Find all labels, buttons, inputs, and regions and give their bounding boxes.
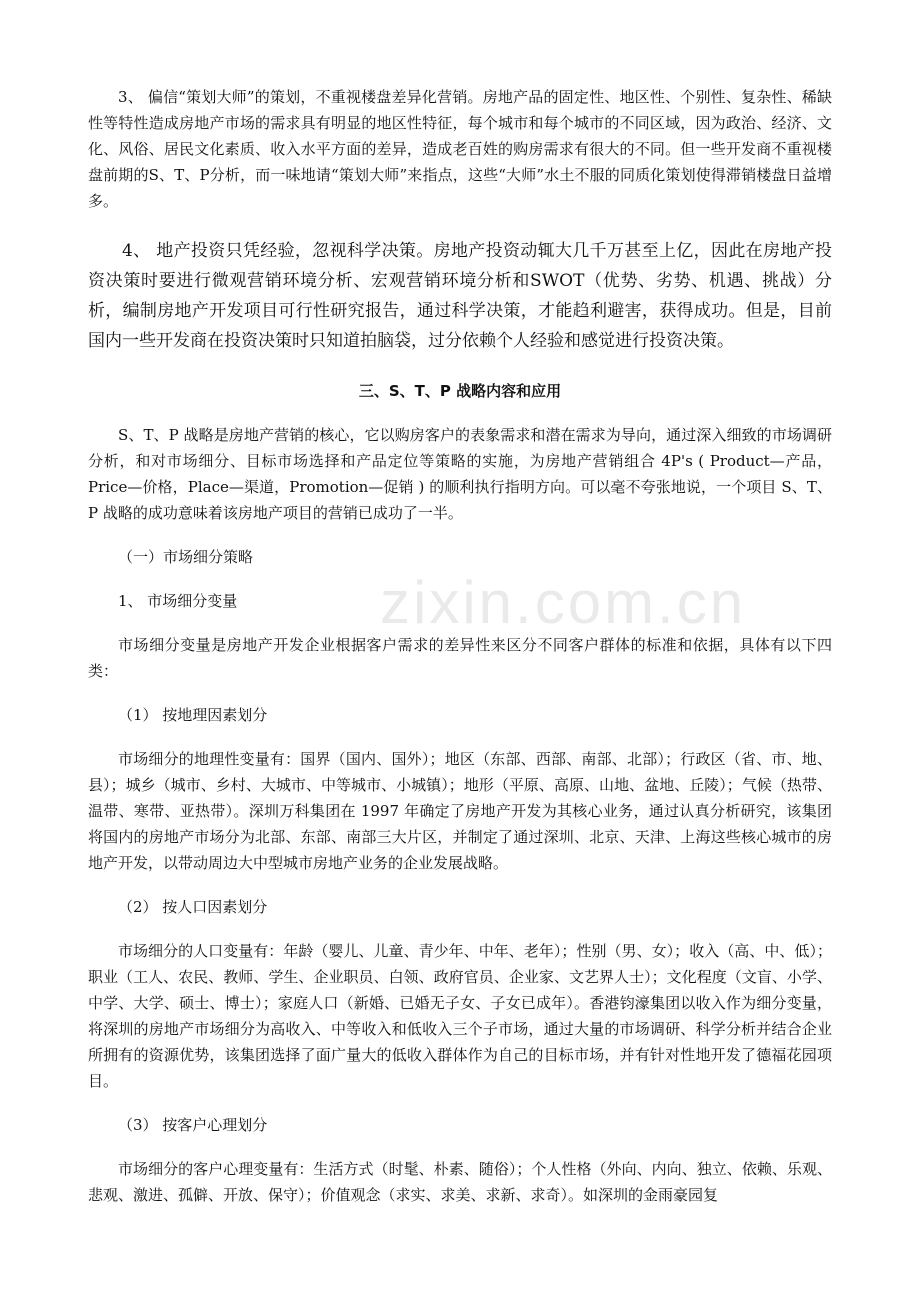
watermark: zixin.com.cn [380, 569, 747, 636]
geo-heading: （1） 按地理因素划分 [118, 706, 268, 724]
geo-paragraph: 市场细分的地理性变量有：国界（国内、国外）；地区（东部、西部、南部、北部）；行政区（省、市、地、县）；城乡（城市、乡村、大城市、中等城市、小城镇）；地形（平原、高原、山地、盆地、丘陵）；气候（热带、温带、寒带、亚热带）。深圳万科集团在 1997 年确定了房地产开发为其核心业务，通过认真分析研究，该集团将国内的房地产市场分为北部、东部、南部三大片区，并制定了通过深圳、北京、天津、上海这些核心城市的房地产开发，以带动周边大中型城市房地产业务的企业发展战略。 [88, 750, 832, 872]
stp-intro-paragraph: S、T、P 战略是房地产营销的核心，它以购房客户的表象需求和潜在需求为导向，通过深入细致的市场调研分析，和对市场细分、目标市场选择和产品定位等策略的实施，为房地产营销组合 4P's ( Product—产品，Price—价格，Place—渠道，Promotion—促销 ) 的顺利执行指明方向。可以毫不夸张地说，一个项目 S、T、P 战略的成功意味着该房地产项目的营销已成功了一半。 [88, 426, 832, 522]
document-page [88, 84, 832, 1208]
psychology-paragraph: 市场细分的客户心理变量有：生活方式（时髦、朴素、随俗）；个人性格（外向、内向、独立、依赖、乐观、悲观、激进、孤僻、开放、保守）；价值观念（求实、求美、求新、求奇）。如深圳的金雨豪园复 [88, 1160, 832, 1204]
population-paragraph: 市场细分的人口变量有：年龄（婴儿、儿童、青少年、中年、老年）；性别（男、女）；收入（高、中、低）；职业（工人、农民、教师、学生、企业职员、白领、政府官员、企业家、文艺界人士）；文化程度（文盲、小学、中学、大学、硕士、博士）；家庭人口（新婚、已婚无子女、子女已成年）。香港钧濠集团以收入作为细分变量，将深圳的房地产市场细分为高收入、中等收入和低收入三个子市场，通过大量的市场调研、科学分析并结合企业所拥有的资源优势，该集团选择了面广量大的低收入群体作为自己的目标市场，并有针对性地开发了德福花园项目。 [88, 942, 832, 1090]
section-heading: 三、S、T、P 战略内容和应用 [358, 382, 562, 400]
subheading-segmentation-variables: 1、 市场细分变量 [118, 592, 238, 610]
paragraph-item-4: 4、 地产投资只凭经验，忽视科学决策。房地产投资动辄大几千万甚至上亿，因此在房地产投资决策时要进行微观营销环境分析、宏观营销环境分析和SWOT（优势、劣势、机遇、挑战）分析，编制房地产开发项目可行性研究报告，通过科学决策，才能趋利避害，获得成功。但是，目前国内一些开发商在投资决策时只知道拍脑袋，过分依赖个人经验和感觉进行投资决策。 [88, 241, 832, 351]
variables-intro-paragraph: 市场细分变量是房地产开发企业根据客户需求的差异性来区分不同客户群体的标准和依据，具体有以下四类： [88, 636, 832, 680]
population-heading: （2） 按人口因素划分 [118, 898, 268, 916]
paragraph-item-3: 3、 偏信“策划大师”的策划，不重视楼盘差异化营销。房地产品的固定性、地区性、个别性、复杂性、稀缺性等特性造成房地产市场的需求具有明显的地区性特征，每个城市和每个城市的不同区域，因为政治、经济、文化、风俗、居民文化素质、收入水平方面的差异，造成老百姓的购房需求有很大的不同。但一些开发商不重视楼盘前期的S、T、P分析，而一味地请“策划大师”来指点，这些“大师”水土不服的同质化策划使得滞销楼盘日益增多。 [88, 88, 832, 210]
psychology-heading: （3） 按客户心理划分 [118, 1116, 268, 1134]
subheading-market-segmentation: （一）市场细分策略 [118, 548, 254, 566]
